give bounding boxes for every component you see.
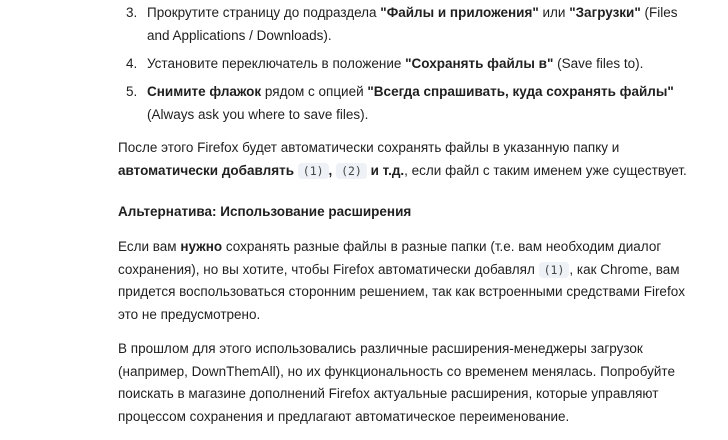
paragraph-bold: нужно <box>180 239 223 254</box>
paragraph-bold: автоматически добавлять <box>118 162 294 178</box>
paragraph-text: Если вам <box>118 239 181 254</box>
step-bold: "Сохранять файлы в" <box>405 56 554 71</box>
steps-list <box>118 1 698 126</box>
paragraph-text: , как Chrome, вам придется воспользоваться сторонним решением, так как встроенными средствами Firefox это не предусмотрено. <box>118 261 685 322</box>
alternative-paragraph <box>118 236 698 326</box>
step-bold: "Загрузки" <box>569 5 641 20</box>
list-item <box>118 80 698 126</box>
list-item <box>118 52 698 75</box>
step-text: (Files and Applications / Downloads). <box>147 5 678 43</box>
step-number: 5. <box>126 84 138 99</box>
step-text: (Always ask you where to save files). <box>147 107 369 122</box>
extensions-paragraph: В прошлом для этого использовались различные расширения-менеджеры загрузок (например, DownThemAll), но их функциональность со временем менялась. Попробуйте поискать в магазине дополнений Firefox актуальные расширения, которые управляют процессом сохранения и предлагают автоматическое переименование. <box>118 341 675 424</box>
step-text: Прокрутите страницу до подраздела <box>147 5 381 20</box>
step-text: Установите переключатель в положение <box>147 56 406 71</box>
step-text: рядом с опцией <box>261 84 368 99</box>
paragraph-text: После этого Firefox будет автоматически сохранять файлы в указанную папку и <box>118 140 620 155</box>
paragraph-bold: и т.д. <box>370 162 405 178</box>
step-bold: "Файлы и приложения" <box>380 5 539 20</box>
list-item <box>118 1 698 47</box>
step-text: или <box>538 5 570 20</box>
paragraph-text: сохранять разные файлы в разные папки (т.е. вам необходим диалог сохранения), но вы хотите, чтобы Firefox автоматически добавлял <box>118 239 662 277</box>
step-number: 4. <box>126 56 138 71</box>
inline-code: (1) <box>539 262 570 278</box>
chat-response <box>118 0 698 428</box>
step-text: (Save files to). <box>553 56 644 71</box>
section-heading: Альтернатива: Использование расширения <box>118 204 412 219</box>
result-paragraph <box>118 137 698 182</box>
paragraph-bold: , <box>328 162 333 178</box>
inline-code: (1) <box>298 163 329 179</box>
step-number: 3. <box>126 5 138 20</box>
step-bold: "Всегда спрашивать, куда сохранять файлы" <box>367 84 674 99</box>
step-bold: Снимите флажок <box>147 84 262 99</box>
inline-code: (2) <box>336 163 367 179</box>
paragraph-text: , если файл с таким именем уже существует. <box>404 162 687 178</box>
